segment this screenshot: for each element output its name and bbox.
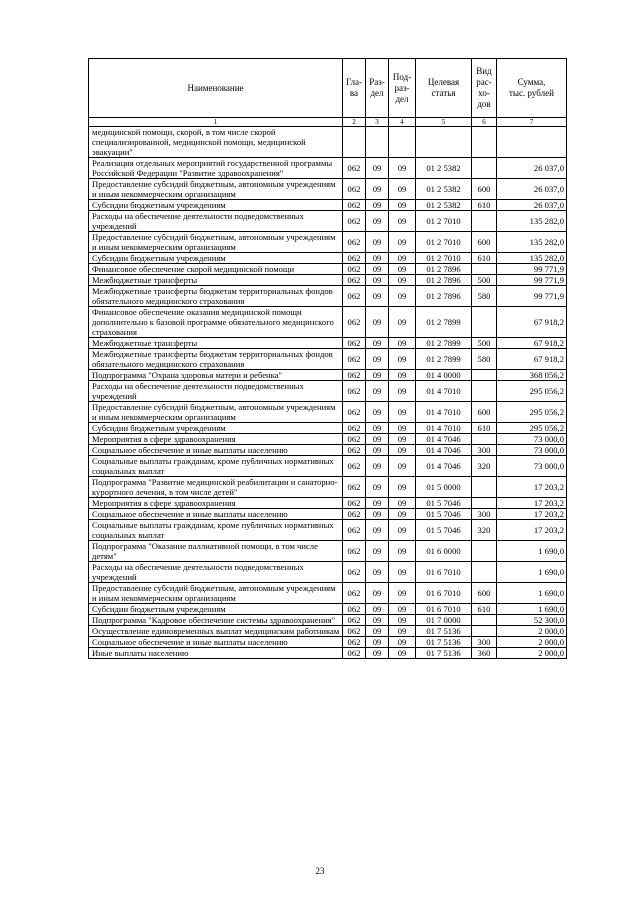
column-number-row xyxy=(89,118,567,127)
cell-vid: 500 xyxy=(472,338,497,349)
table-row xyxy=(89,583,567,604)
cell-target: 01 7 5136 xyxy=(416,637,472,648)
cell-razdel: 09 xyxy=(366,253,389,264)
cell-sum: 295 056,2 xyxy=(497,402,567,423)
cell-vid: 600 xyxy=(472,232,497,253)
table-row xyxy=(89,211,567,232)
cell-podrazdel: 09 xyxy=(389,626,416,637)
cell-vid xyxy=(472,615,497,626)
cell-razdel: 09 xyxy=(366,232,389,253)
table-row xyxy=(89,541,567,562)
cell-podrazdel: 09 xyxy=(389,520,416,541)
cell-target: 01 2 7896 xyxy=(416,286,472,307)
cell-razdel: 09 xyxy=(366,615,389,626)
cell-vid: 580 xyxy=(472,349,497,370)
cell-target: 01 4 7046 xyxy=(416,456,472,477)
cell-name: Предоставление субсидий бюджетным, автономным учреждениям и иным некоммерческим организациям xyxy=(89,232,343,253)
cell-podrazdel: 09 xyxy=(389,232,416,253)
cell-name: медицинской помощи, скорой, в том числе скорой специализированной, медицинской помощи, медицинской эвакуации" xyxy=(89,127,343,158)
cell-sum: 67 918,2 xyxy=(497,307,567,338)
cell-razdel: 09 xyxy=(366,434,389,445)
cell-name: Подпрограмма "Кадровое обеспечение системы здравоохранения" xyxy=(89,615,343,626)
cell-name: Межбюджетные трансферты бюджетам территориальных фондов обязательного медицинского страхования xyxy=(89,349,343,370)
header-vid: Вид рас- хо- дов xyxy=(472,59,497,118)
page-number: 23 xyxy=(315,866,325,876)
cell-sum: 26 037,0 xyxy=(497,200,567,211)
cell-podrazdel: 09 xyxy=(389,286,416,307)
cell-razdel: 09 xyxy=(366,158,389,179)
cell-glava: 062 xyxy=(343,338,366,349)
table-row xyxy=(89,520,567,541)
cell-podrazdel: 09 xyxy=(389,562,416,583)
cell-sum: 2 000,0 xyxy=(497,626,567,637)
cell-podrazdel: 09 xyxy=(389,615,416,626)
cell-name: Мероприятия в сфере здравоохранения xyxy=(89,498,343,509)
cell-sum: 1 690,0 xyxy=(497,604,567,615)
cell-name: Межбюджетные трансферты бюджетам территориальных фондов обязательного медицинского страхования xyxy=(89,286,343,307)
cell-sum: 135 282,0 xyxy=(497,211,567,232)
cell-name: Расходы на обеспечение деятельности подведомственных учреждений xyxy=(89,381,343,402)
table-row xyxy=(89,264,567,275)
cell-name: Расходы на обеспечение деятельности подведомственных учреждений xyxy=(89,211,343,232)
cell-glava: 062 xyxy=(343,253,366,264)
cell-podrazdel: 09 xyxy=(389,275,416,286)
cell-podrazdel: 09 xyxy=(389,338,416,349)
cell-glava: 062 xyxy=(343,648,366,659)
cell-glava: 062 xyxy=(343,562,366,583)
table-row xyxy=(89,604,567,615)
cell-glava: 062 xyxy=(343,200,366,211)
cell-target: 01 2 5382 xyxy=(416,200,472,211)
cell-target: 01 2 7899 xyxy=(416,338,472,349)
cell-sum: 73 000,0 xyxy=(497,456,567,477)
cell-target: 01 5 7046 xyxy=(416,509,472,520)
cell-target: 01 4 7046 xyxy=(416,434,472,445)
cell-vid: 500 xyxy=(472,275,497,286)
header-razdel: Раз- дел xyxy=(366,59,389,118)
cell-podrazdel: 09 xyxy=(389,370,416,381)
cell-sum: 67 918,2 xyxy=(497,338,567,349)
cell-razdel: 09 xyxy=(366,211,389,232)
cell-target: 01 5 7046 xyxy=(416,520,472,541)
cell-sum: 73 000,0 xyxy=(497,445,567,456)
cell-name: Мероприятия в сфере здравоохранения xyxy=(89,434,343,445)
table-row xyxy=(89,200,567,211)
cell-podrazdel: 09 xyxy=(389,604,416,615)
cell-vid xyxy=(472,381,497,402)
cell-name: Иные выплаты населению xyxy=(89,648,343,659)
cell-name: Подпрограмма "Оказание паллиативной помощи, в том числе детям" xyxy=(89,541,343,562)
column-number: 1 xyxy=(89,118,343,127)
cell-podrazdel: 09 xyxy=(389,637,416,648)
table-row xyxy=(89,434,567,445)
cell-razdel: 09 xyxy=(366,456,389,477)
cell-name: Реализация отдельных мероприятий государственной программы Российской Федерации "Развитие здравоохранения" xyxy=(89,158,343,179)
cell-sum: 295 056,2 xyxy=(497,423,567,434)
cell-name: Межбюджетные трансферты xyxy=(89,338,343,349)
table-row xyxy=(89,509,567,520)
cell-name: Предоставление субсидий бюджетным, автономным учреждениям и иным некоммерческим организациям xyxy=(89,583,343,604)
cell-target: 01 7 0000 xyxy=(416,615,472,626)
table-row xyxy=(89,498,567,509)
cell-glava: 062 xyxy=(343,604,366,615)
cell-vid xyxy=(472,626,497,637)
cell-podrazdel: 09 xyxy=(389,509,416,520)
cell-name: Социальные выплаты гражданам, кроме публичных нормативных социальных выплат xyxy=(89,520,343,541)
table-row xyxy=(89,253,567,264)
cell-razdel: 09 xyxy=(366,402,389,423)
cell-glava: 062 xyxy=(343,445,366,456)
table-row xyxy=(89,402,567,423)
cell-sum: 368 056,2 xyxy=(497,370,567,381)
cell-name: Субсидии бюджетным учреждениям xyxy=(89,253,343,264)
cell-razdel: 09 xyxy=(366,179,389,200)
column-number: 2 xyxy=(343,118,366,127)
cell-vid xyxy=(472,370,497,381)
table-row xyxy=(89,286,567,307)
table-row xyxy=(89,307,567,338)
cell-vid xyxy=(472,211,497,232)
cell-glava: 062 xyxy=(343,402,366,423)
column-number: 6 xyxy=(472,118,497,127)
cell-sum: 17 203,2 xyxy=(497,509,567,520)
cell-name: Социальное обеспечение и иные выплаты населению xyxy=(89,445,343,456)
cell-vid: 610 xyxy=(472,200,497,211)
cell-podrazdel: 09 xyxy=(389,583,416,604)
cell-target: 01 4 7010 xyxy=(416,381,472,402)
cell-vid: 600 xyxy=(472,583,497,604)
cell-vid xyxy=(472,477,497,498)
table-row xyxy=(89,445,567,456)
cell-razdel xyxy=(366,127,389,158)
cell-name: Социальное обеспечение и иные выплаты населению xyxy=(89,637,343,648)
cell-sum: 99 771,9 xyxy=(497,275,567,286)
cell-podrazdel: 09 xyxy=(389,541,416,562)
cell-podrazdel: 09 xyxy=(389,264,416,275)
cell-razdel: 09 xyxy=(366,498,389,509)
column-number: 7 xyxy=(497,118,567,127)
header-glava: Гла- ва xyxy=(343,59,366,118)
cell-podrazdel: 09 xyxy=(389,211,416,232)
cell-name: Расходы на обеспечение деятельности подведомственных учреждений xyxy=(89,562,343,583)
cell-podrazdel: 09 xyxy=(389,456,416,477)
cell-vid: 580 xyxy=(472,286,497,307)
cell-razdel: 09 xyxy=(366,509,389,520)
column-number: 3 xyxy=(366,118,389,127)
cell-razdel: 09 xyxy=(366,562,389,583)
cell-vid: 300 xyxy=(472,637,497,648)
cell-target: 01 4 0000 xyxy=(416,370,472,381)
cell-glava: 062 xyxy=(343,370,366,381)
cell-razdel: 09 xyxy=(366,264,389,275)
cell-glava: 062 xyxy=(343,381,366,402)
cell-sum: 2 000,0 xyxy=(497,648,567,659)
cell-podrazdel: 09 xyxy=(389,648,416,659)
cell-glava: 062 xyxy=(343,626,366,637)
cell-podrazdel: 09 xyxy=(389,158,416,179)
header-sum: Сумма, тыс. рублей xyxy=(497,59,567,118)
cell-name: Подпрограмма "Охрана здоровья матери и ребенка" xyxy=(89,370,343,381)
cell-razdel: 09 xyxy=(366,541,389,562)
cell-vid: 360 xyxy=(472,648,497,659)
table-row xyxy=(89,127,567,158)
cell-razdel: 09 xyxy=(366,637,389,648)
cell-sum: 1 690,0 xyxy=(497,583,567,604)
cell-target xyxy=(416,127,472,158)
cell-glava: 062 xyxy=(343,520,366,541)
cell-glava: 062 xyxy=(343,509,366,520)
cell-target: 01 7 5136 xyxy=(416,648,472,659)
cell-sum: 135 282,0 xyxy=(497,253,567,264)
cell-podrazdel: 09 xyxy=(389,200,416,211)
cell-target: 01 2 7896 xyxy=(416,264,472,275)
cell-podrazdel: 09 xyxy=(389,477,416,498)
cell-vid: 610 xyxy=(472,423,497,434)
cell-name: Субсидии бюджетным учреждениям xyxy=(89,604,343,615)
cell-target: 01 2 7010 xyxy=(416,211,472,232)
cell-podrazdel: 09 xyxy=(389,179,416,200)
cell-vid: 320 xyxy=(472,520,497,541)
cell-sum: 1 690,0 xyxy=(497,562,567,583)
cell-podrazdel xyxy=(389,127,416,158)
cell-vid xyxy=(472,264,497,275)
cell-sum: 99 771,9 xyxy=(497,264,567,275)
table-row xyxy=(89,232,567,253)
cell-vid: 300 xyxy=(472,445,497,456)
table-row xyxy=(89,626,567,637)
cell-sum: 295 056,2 xyxy=(497,381,567,402)
cell-razdel: 09 xyxy=(366,583,389,604)
cell-sum: 26 037,0 xyxy=(497,158,567,179)
table-row xyxy=(89,637,567,648)
cell-target: 01 2 7899 xyxy=(416,349,472,370)
cell-podrazdel: 09 xyxy=(389,402,416,423)
cell-podrazdel: 09 xyxy=(389,498,416,509)
cell-glava: 062 xyxy=(343,615,366,626)
cell-razdel: 09 xyxy=(366,381,389,402)
cell-name: Предоставление субсидий бюджетным, автономным учреждениям и иным некоммерческим организациям xyxy=(89,179,343,200)
cell-podrazdel: 09 xyxy=(389,349,416,370)
cell-sum: 2 000,0 xyxy=(497,637,567,648)
table-row xyxy=(89,370,567,381)
table-row xyxy=(89,275,567,286)
cell-target: 01 5 7046 xyxy=(416,498,472,509)
table-row xyxy=(89,338,567,349)
cell-glava: 062 xyxy=(343,307,366,338)
cell-glava: 062 xyxy=(343,434,366,445)
table-header-row xyxy=(89,59,567,118)
cell-podrazdel: 09 xyxy=(389,307,416,338)
cell-glava: 062 xyxy=(343,158,366,179)
cell-razdel: 09 xyxy=(366,604,389,615)
cell-target: 01 2 7896 xyxy=(416,275,472,286)
cell-razdel: 09 xyxy=(366,200,389,211)
cell-glava: 062 xyxy=(343,179,366,200)
cell-sum: 73 000,0 xyxy=(497,434,567,445)
table-row xyxy=(89,477,567,498)
cell-glava: 062 xyxy=(343,637,366,648)
header-target: Целевая статья xyxy=(416,59,472,118)
cell-podrazdel: 09 xyxy=(389,434,416,445)
cell-sum: 17 203,2 xyxy=(497,520,567,541)
cell-razdel: 09 xyxy=(366,520,389,541)
cell-razdel: 09 xyxy=(366,648,389,659)
cell-name: Предоставление субсидий бюджетным, автономным учреждениям и иным некоммерческим организациям xyxy=(89,402,343,423)
cell-vid xyxy=(472,434,497,445)
cell-razdel: 09 xyxy=(366,307,389,338)
cell-glava: 062 xyxy=(343,423,366,434)
cell-podrazdel: 09 xyxy=(389,253,416,264)
table-body xyxy=(89,127,567,659)
cell-vid xyxy=(472,562,497,583)
cell-target: 01 6 7010 xyxy=(416,583,472,604)
table-row xyxy=(89,381,567,402)
cell-sum: 17 203,2 xyxy=(497,477,567,498)
cell-target: 01 6 7010 xyxy=(416,562,472,583)
cell-glava: 062 xyxy=(343,286,366,307)
cell-sum xyxy=(497,127,567,158)
table-row xyxy=(89,648,567,659)
cell-target: 01 4 7010 xyxy=(416,423,472,434)
cell-glava: 062 xyxy=(343,583,366,604)
budget-table xyxy=(88,58,567,659)
table-row xyxy=(89,179,567,200)
cell-sum: 26 037,0 xyxy=(497,179,567,200)
cell-sum: 52 300,0 xyxy=(497,615,567,626)
cell-name: Межбюджетные трансферты xyxy=(89,275,343,286)
table-row xyxy=(89,562,567,583)
cell-name: Подпрограмма "Развитие медицинской реабилитации и санаторно-курортного лечения, в том числе детей" xyxy=(89,477,343,498)
table-row xyxy=(89,615,567,626)
cell-target: 01 4 7046 xyxy=(416,445,472,456)
header-name: Наименование xyxy=(89,59,343,118)
cell-vid xyxy=(472,158,497,179)
cell-target: 01 5 0000 xyxy=(416,477,472,498)
header-podrazdel: Под- раз- дел xyxy=(389,59,416,118)
cell-razdel: 09 xyxy=(366,286,389,307)
cell-sum: 67 918,2 xyxy=(497,349,567,370)
cell-razdel: 09 xyxy=(366,477,389,498)
cell-podrazdel: 09 xyxy=(389,445,416,456)
cell-glava: 062 xyxy=(343,541,366,562)
cell-razdel: 09 xyxy=(366,370,389,381)
cell-razdel: 09 xyxy=(366,626,389,637)
cell-glava xyxy=(343,127,366,158)
cell-vid: 600 xyxy=(472,402,497,423)
column-number: 4 xyxy=(389,118,416,127)
cell-sum: 17 203,2 xyxy=(497,498,567,509)
cell-vid xyxy=(472,127,497,158)
cell-name: Субсидии бюджетным учреждениям xyxy=(89,200,343,211)
cell-target: 01 7 5136 xyxy=(416,626,472,637)
column-number: 5 xyxy=(416,118,472,127)
cell-vid xyxy=(472,307,497,338)
cell-glava: 062 xyxy=(343,211,366,232)
cell-name: Социальное обеспечение и иные выплаты населению xyxy=(89,509,343,520)
cell-vid: 610 xyxy=(472,604,497,615)
cell-razdel: 09 xyxy=(366,423,389,434)
cell-glava: 062 xyxy=(343,456,366,477)
cell-vid: 300 xyxy=(472,509,497,520)
cell-target: 01 2 7899 xyxy=(416,307,472,338)
cell-target: 01 6 0000 xyxy=(416,541,472,562)
cell-vid: 600 xyxy=(472,179,497,200)
cell-target: 01 2 7010 xyxy=(416,253,472,264)
cell-sum: 99 771,9 xyxy=(497,286,567,307)
cell-vid: 320 xyxy=(472,456,497,477)
cell-podrazdel: 09 xyxy=(389,423,416,434)
cell-target: 01 4 7010 xyxy=(416,402,472,423)
cell-vid xyxy=(472,541,497,562)
cell-glava: 062 xyxy=(343,232,366,253)
cell-razdel: 09 xyxy=(366,275,389,286)
cell-podrazdel: 09 xyxy=(389,381,416,402)
cell-glava: 062 xyxy=(343,477,366,498)
cell-glava: 062 xyxy=(343,275,366,286)
cell-name: Финансовое обеспечение оказания медицинской помощи дополнительно к базовой программе обязательного медицинского страхования xyxy=(89,307,343,338)
cell-vid xyxy=(472,498,497,509)
cell-name: Финансовое обеспечение скорой медицинской помощи xyxy=(89,264,343,275)
cell-name: Субсидии бюджетным учреждениям xyxy=(89,423,343,434)
cell-razdel: 09 xyxy=(366,338,389,349)
cell-sum: 135 282,0 xyxy=(497,232,567,253)
table-row xyxy=(89,456,567,477)
cell-name: Социальные выплаты гражданам, кроме публичных нормативных социальных выплат xyxy=(89,456,343,477)
cell-razdel: 09 xyxy=(366,445,389,456)
cell-target: 01 2 5382 xyxy=(416,179,472,200)
cell-sum: 1 690,0 xyxy=(497,541,567,562)
cell-glava: 062 xyxy=(343,349,366,370)
cell-target: 01 2 7010 xyxy=(416,232,472,253)
cell-vid: 610 xyxy=(472,253,497,264)
table-row xyxy=(89,158,567,179)
table-row xyxy=(89,349,567,370)
cell-glava: 062 xyxy=(343,498,366,509)
cell-glava: 062 xyxy=(343,264,366,275)
cell-name: Осуществление единовременных выплат медицинским работникам xyxy=(89,626,343,637)
table-row xyxy=(89,423,567,434)
cell-razdel: 09 xyxy=(366,349,389,370)
cell-target: 01 2 5382 xyxy=(416,158,472,179)
cell-target: 01 6 7010 xyxy=(416,604,472,615)
